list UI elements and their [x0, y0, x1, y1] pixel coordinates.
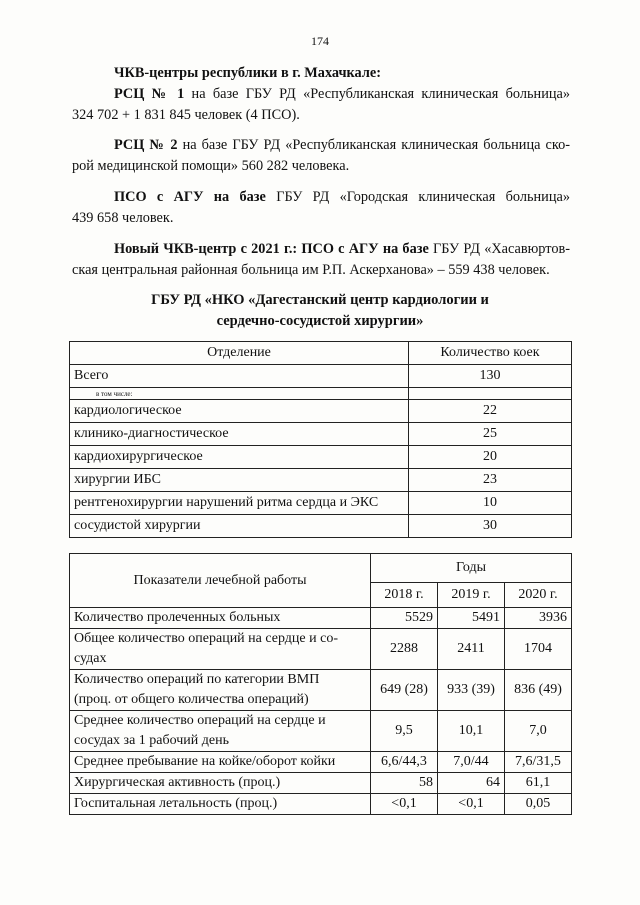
year-2018: 2018 г. [371, 583, 438, 608]
rsc2-line2: рой медицинской помощи» 560 282 человека. [72, 158, 350, 174]
centers-heading: ЧКВ-центры республики в г. Махачкале: [114, 65, 381, 81]
table-row: рентгенохирургии нарушений ритма сердца и ЭКС 10 [70, 492, 572, 515]
table-row: Общее количество операций на сердце и со- судах 2288 2411 1704 [70, 629, 572, 670]
pso-line2: 439 658 человек. [72, 210, 174, 226]
org-title: ГБУ РД «НКО «Дагестанский центр кардиологии и сердечно-сосудистой хирургии» [151, 292, 489, 329]
table-row: клинико-диагностическое 25 [70, 423, 572, 446]
beds-header-dept: Отделение [70, 342, 409, 365]
rsc1-line1: РСЦ № 1 на базе ГБУ РД «Республиканская клиническая больница» [114, 86, 570, 102]
indicators-header-row [70, 554, 572, 583]
new-center-line2: ская центральная районная больница им Р.П. Аскерханова» – 559 438 человек. [72, 262, 550, 278]
table-row: Хирургическая активность (проц.) 58 64 61,1 [70, 773, 572, 794]
table-row: Количество операций по категории ВМП (проц. от общего количества операций) 649 (28) 933 (39) 836 (49) [70, 670, 572, 711]
table-row: Среднее количество операций на сердце и сосудах за 1 рабочий день 9,5 10,1 7,0 [70, 711, 572, 752]
table-row: кардиологическое 22 [70, 400, 572, 423]
intro-block [72, 63, 570, 126]
table-row: сосудистой хирургии 30 [70, 515, 572, 538]
new-center-block [72, 239, 570, 281]
table-row: хирургии ИБС 23 [70, 469, 572, 492]
year-2019: 2019 г. [438, 583, 505, 608]
rsc2-block [72, 135, 570, 177]
table-row: Среднее пребывание на койке/оборот койки 6,6/44,3 7,0/44 7,6/31,5 [70, 752, 572, 773]
rsc1-line2: 324 702 + 1 831 845 человек (4 ПСО). [72, 107, 300, 123]
table-row: кардиохирургическое 20 [70, 446, 572, 469]
rsc2-line1: РСЦ № 2 на базе ГБУ РД «Республиканская клиническая больница ско- [114, 137, 570, 153]
beds-header-row [70, 342, 572, 365]
beds-total-value: 130 [409, 365, 572, 388]
year-2020: 2020 г. [505, 583, 572, 608]
beds-including-label: в том числе: [70, 388, 409, 400]
beds-total-label: Всего [70, 365, 409, 388]
table-row: Госпитальная летальность (проц.) <0,1 <0,1 0,05 [70, 794, 572, 815]
beds-including-row [70, 388, 572, 400]
page-number: 174 [311, 34, 329, 48]
pso-block [72, 187, 570, 229]
table-row: Количество пролеченных больных 5529 5491 3936 [70, 608, 572, 629]
new-center-line1: Новый ЧКВ-центр с 2021 г.: ПСО с АГУ на базе ГБУ РД «Хасавюртов- [114, 241, 570, 257]
indicators-header-label: Показатели лечебной работы [70, 554, 371, 608]
beds-table [69, 341, 572, 538]
pso-line1: ПСО с АГУ на базе ГБУ РД «Городская клиническая больница» [114, 189, 570, 205]
indicators-table [69, 553, 572, 815]
beds-total-row [70, 365, 572, 388]
beds-header-count: Количество коек [409, 342, 572, 365]
indicators-header-years: Годы [371, 554, 572, 583]
